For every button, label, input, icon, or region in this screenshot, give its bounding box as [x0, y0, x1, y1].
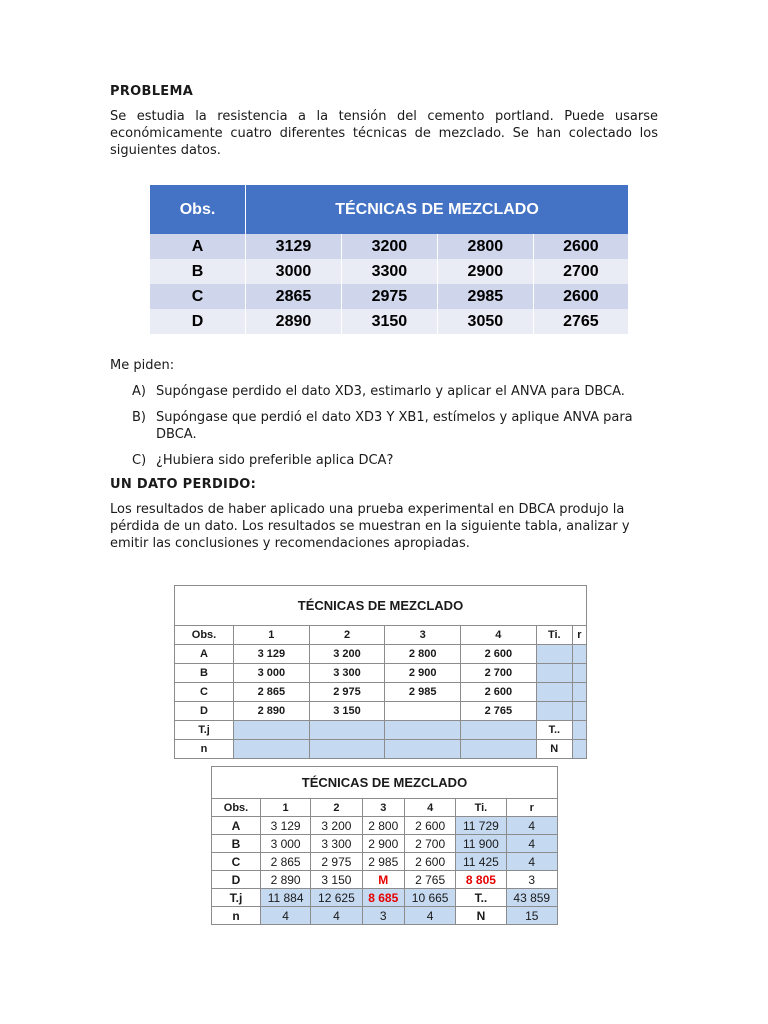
- completed-table: [211, 766, 558, 925]
- table-row: [150, 234, 628, 259]
- cell: 2900: [437, 259, 533, 284]
- table-row: [150, 284, 628, 309]
- col-header: Obs.: [175, 626, 234, 645]
- questions-section: [110, 357, 658, 552]
- grand-total: 43 859: [506, 889, 557, 907]
- col-count: 4: [261, 907, 311, 925]
- cell: 2800: [437, 234, 533, 259]
- cell: 2 900: [362, 835, 404, 853]
- empty-cell: [572, 721, 586, 740]
- table-row: [212, 871, 558, 889]
- row-count: 4: [506, 817, 557, 835]
- cell: 3 000: [261, 835, 311, 853]
- row-count: 4: [506, 835, 557, 853]
- cell: 2 600: [461, 683, 537, 702]
- col-header: 1: [261, 799, 311, 817]
- row-label: n: [212, 907, 261, 925]
- cell: 2 865: [261, 853, 311, 871]
- col-header: 3: [385, 626, 461, 645]
- col-count: 4: [311, 907, 362, 925]
- row-total-highlight: 8 805: [456, 871, 506, 889]
- col-header: 1: [234, 626, 310, 645]
- row-total: 11 425: [456, 853, 506, 871]
- empty-cell: [234, 721, 310, 740]
- empty-cell: [536, 645, 572, 664]
- incomplete-table: [174, 585, 587, 759]
- section-text: Los resultados de haber aplicado una prueba experimental en DBCA produjo la pérdida de un dato. Los resultados se muestran en la siguiente tabla, analizar y emitir las conclusiones y recomendaciones apropiadas.: [110, 502, 630, 551]
- cell: 3 129: [261, 817, 311, 835]
- row-total: 11 729: [456, 817, 506, 835]
- header-row: [212, 799, 558, 817]
- cell: 2865: [246, 284, 342, 309]
- empty-cell: [309, 721, 385, 740]
- cell: 3129: [246, 234, 342, 259]
- row-count: 3: [506, 871, 557, 889]
- table-row: [150, 309, 628, 334]
- list-text: Supóngase perdido el dato XD3, estimarlo y aplicar el ANVA para DBCA.: [156, 384, 625, 399]
- col-header: r: [572, 626, 586, 645]
- cell: 2 985: [362, 853, 404, 871]
- list-text: Supóngase que perdió el dato XD3 Y XB1, estímelos y aplique ANVA para DBCA.: [156, 410, 633, 442]
- cell: 2 890: [234, 702, 310, 721]
- count-row: [212, 907, 558, 925]
- empty-cell: [309, 740, 385, 759]
- data-table: [150, 185, 628, 334]
- col-header: Ti.: [536, 626, 572, 645]
- row-label: D: [150, 309, 246, 334]
- empty-cell: [572, 645, 586, 664]
- obs-header: Obs.: [150, 185, 246, 234]
- col-header: 4: [404, 799, 455, 817]
- row-label: B: [150, 259, 246, 284]
- row-label: B: [212, 835, 261, 853]
- count-row: [175, 740, 587, 759]
- cell: 2 975: [311, 853, 362, 871]
- grand-total-label: T..: [456, 889, 506, 907]
- row-label: C: [212, 853, 261, 871]
- col-total-highlight: 8 685: [362, 889, 404, 907]
- cell: 3 000: [234, 664, 310, 683]
- list-marker: A): [132, 384, 146, 399]
- cell: 2 600: [461, 645, 537, 664]
- col-count: 4: [404, 907, 455, 925]
- col-header: Obs.: [212, 799, 261, 817]
- empty-cell: [461, 721, 537, 740]
- row-label: D: [175, 702, 234, 721]
- table-row: [150, 259, 628, 284]
- cell: 2 765: [461, 702, 537, 721]
- total-n-label: N: [456, 907, 506, 925]
- section-heading: UN DATO PERDIDO:: [110, 477, 257, 492]
- cell: 3 200: [309, 645, 385, 664]
- totals-row: [212, 889, 558, 907]
- col-total: 12 625: [311, 889, 362, 907]
- list-item: [110, 383, 658, 400]
- cell: 2600: [533, 234, 628, 259]
- col-header: r: [506, 799, 557, 817]
- cell: 3050: [437, 309, 533, 334]
- list-marker: B): [132, 410, 146, 425]
- table-row: [175, 702, 587, 721]
- table-row: [175, 664, 587, 683]
- empty-cell: [572, 740, 586, 759]
- cell: 3300: [341, 259, 437, 284]
- cell: 3 150: [309, 702, 385, 721]
- missing-cell: [385, 702, 461, 721]
- empty-cell: [572, 702, 586, 721]
- col-total: 10 665: [404, 889, 455, 907]
- cell: 2 765: [404, 871, 455, 889]
- row-label: n: [175, 740, 234, 759]
- cell: 2 865: [234, 683, 310, 702]
- cell: 2 800: [362, 817, 404, 835]
- cell: 3 300: [309, 664, 385, 683]
- totals-row: [175, 721, 587, 740]
- table-row: [212, 817, 558, 835]
- header-row: [175, 626, 587, 645]
- empty-cell: [536, 683, 572, 702]
- cell: 2700: [533, 259, 628, 284]
- row-label: T.j: [175, 721, 234, 740]
- cell: 3 129: [234, 645, 310, 664]
- missing-value-marker: M: [362, 871, 404, 889]
- cell: 2 985: [385, 683, 461, 702]
- cell: 2 890: [261, 871, 311, 889]
- row-label: D: [212, 871, 261, 889]
- table-title: TÉCNICAS DE MEZCLADO: [212, 767, 558, 799]
- empty-cell: [385, 721, 461, 740]
- cell: 3000: [246, 259, 342, 284]
- question-list: [110, 383, 658, 469]
- cell: 2 700: [461, 664, 537, 683]
- grand-total-label: T..: [536, 721, 572, 740]
- empty-cell: [536, 664, 572, 683]
- row-label: C: [150, 284, 246, 309]
- cell: 3150: [341, 309, 437, 334]
- total-n-label: N: [536, 740, 572, 759]
- list-item: [110, 452, 658, 469]
- cell: 2890: [246, 309, 342, 334]
- list-marker: C): [132, 453, 147, 468]
- col-total: 11 884: [261, 889, 311, 907]
- cell: 2 600: [404, 853, 455, 871]
- empty-cell: [536, 702, 572, 721]
- row-label: C: [175, 683, 234, 702]
- col-header: 2: [311, 799, 362, 817]
- col-header: 4: [461, 626, 537, 645]
- row-label: A: [175, 645, 234, 664]
- col-header: 3: [362, 799, 404, 817]
- table-row: [212, 853, 558, 871]
- cell: 3 300: [311, 835, 362, 853]
- table-row: [212, 835, 558, 853]
- row-label: B: [175, 664, 234, 683]
- cell: 2 600: [404, 817, 455, 835]
- row-total: 11 900: [456, 835, 506, 853]
- empty-cell: [385, 740, 461, 759]
- cell: 2 900: [385, 664, 461, 683]
- cell: 3200: [341, 234, 437, 259]
- cell: 2 975: [309, 683, 385, 702]
- empty-cell: [234, 740, 310, 759]
- row-label: A: [212, 817, 261, 835]
- col-count: 3: [362, 907, 404, 925]
- table-title: TÉCNICAS DE MEZCLADO: [175, 586, 587, 626]
- empty-cell: [461, 740, 537, 759]
- cell: 2 700: [404, 835, 455, 853]
- problem-heading: PROBLEMA: [110, 84, 194, 99]
- cell: 2975: [341, 284, 437, 309]
- document-body: [110, 84, 658, 159]
- row-label: A: [150, 234, 246, 259]
- cell: 3 200: [311, 817, 362, 835]
- empty-cell: [572, 664, 586, 683]
- total-n: 15: [506, 907, 557, 925]
- row-label: T.j: [212, 889, 261, 907]
- questions-intro: Me piden:: [110, 358, 175, 373]
- problem-text: Se estudia la resistencia a la tensión del cemento portland. Puede usarse económicamente cuatro diferentes técnicas de mezclado. Se han colectado los siguientes datos.: [110, 109, 658, 158]
- table-title: TÉCNICAS DE MEZCLADO: [246, 185, 629, 234]
- list-item: [110, 409, 658, 443]
- cell: 2600: [533, 284, 628, 309]
- row-count: 4: [506, 853, 557, 871]
- col-header: 2: [309, 626, 385, 645]
- cell: 2985: [437, 284, 533, 309]
- table-row: [175, 683, 587, 702]
- cell: 2 800: [385, 645, 461, 664]
- empty-cell: [572, 683, 586, 702]
- cell: 3 150: [311, 871, 362, 889]
- list-text: ¿Hubiera sido preferible aplica DCA?: [156, 453, 394, 468]
- cell: 2765: [533, 309, 628, 334]
- table-row: [175, 645, 587, 664]
- col-header: Ti.: [456, 799, 506, 817]
